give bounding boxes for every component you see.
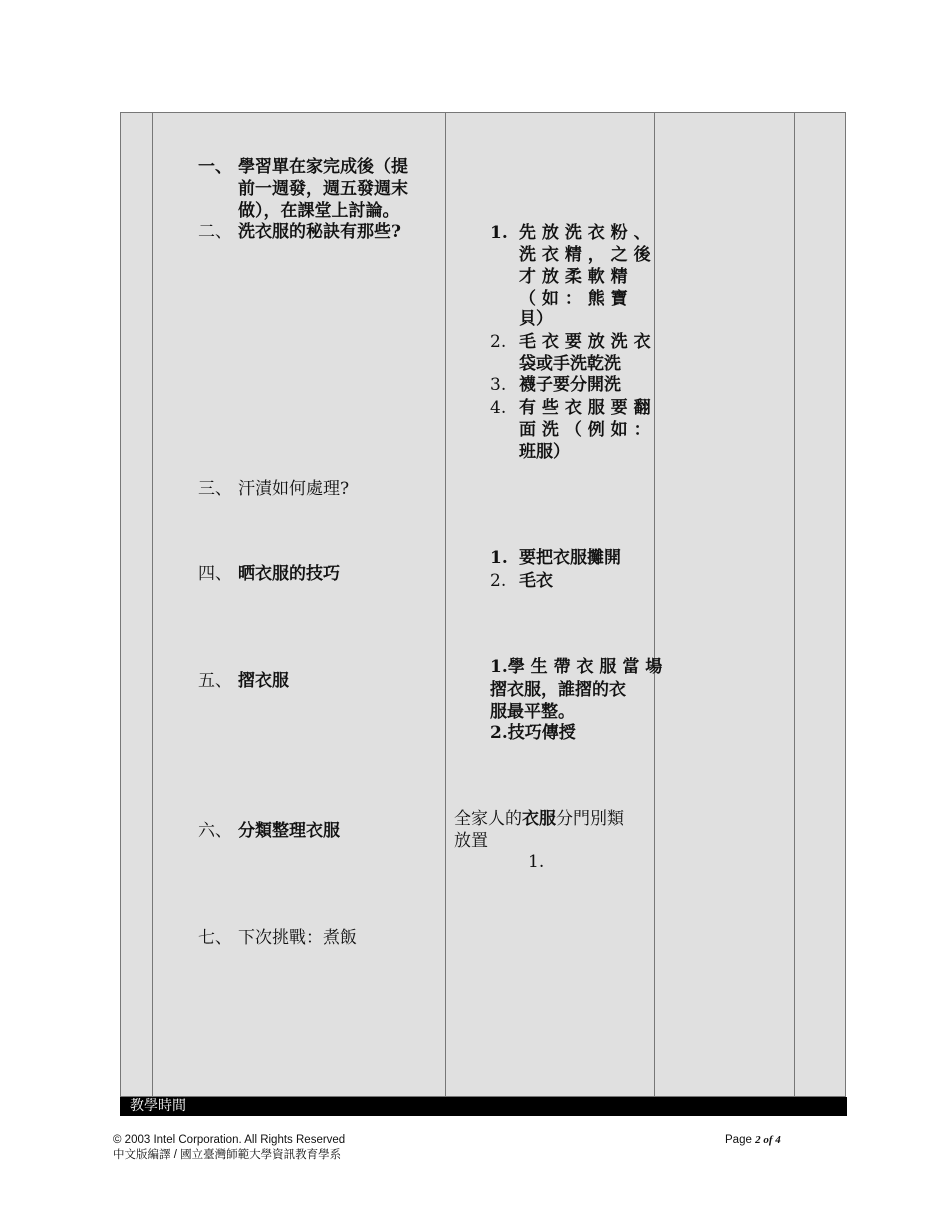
activity-text: 摺衣服: [238, 671, 289, 691]
tip-text: （ 如 ： 熊 寶: [519, 289, 628, 309]
tip-number: 1.: [490, 548, 508, 568]
lesson-table: [120, 112, 846, 1097]
copyright-text: © 2003 Intel Corporation. All Rights Reserved: [113, 1134, 346, 1146]
tip-text: 襪子要分開洗: [519, 375, 621, 395]
tip-text: 摺衣服，誰摺的衣: [490, 680, 626, 700]
tip-text: 有 些 衣 服 要 翻: [519, 398, 651, 418]
activity-number: 二、: [198, 222, 232, 242]
tip-text: 才 放 柔 軟 精: [519, 267, 628, 287]
tip-text: 毛 衣 要 放 洗 衣: [519, 332, 651, 352]
tip-text: 貝）: [519, 309, 553, 329]
sorting-number: 1.: [528, 852, 545, 872]
activity-number: 六、: [198, 821, 232, 841]
sorting-line: 全家人的衣服分門別類: [454, 809, 624, 829]
tip-text: 班服）: [519, 442, 570, 462]
tip-number: 2.: [490, 332, 507, 352]
tip-text: 1.學 生 帶 衣 服 當 場: [490, 657, 663, 677]
tip-text: 2.技巧傳授: [490, 723, 576, 743]
activity-text: 前一週發，週五發週末: [238, 179, 408, 199]
tip-number: 4.: [490, 398, 507, 418]
tip-text: 袋或手洗乾洗: [519, 354, 621, 374]
activity-text: 分類整理衣服: [238, 821, 340, 841]
tip-text: 服最平整。: [490, 702, 575, 722]
activity-text: 晒衣服的技巧: [238, 564, 340, 584]
tip-number: 1.: [490, 223, 508, 243]
tip-number: 2.: [490, 571, 507, 591]
translation-credit: 中文版編譯 / 國立臺灣師範大學資訊教育學系: [113, 1149, 342, 1161]
activity-number: 四、: [198, 564, 232, 584]
column-divider: [152, 113, 153, 1096]
activity-text: 學習單在家完成後（提: [238, 157, 408, 177]
tip-text: 要把衣服攤開: [519, 548, 621, 568]
activity-text: 做），在課堂上討論。: [238, 201, 400, 221]
activity-number: 三、: [198, 479, 232, 499]
activity-text: 洗衣服的秘訣有那些?: [238, 222, 401, 242]
column-divider: [654, 113, 655, 1096]
activity-number: 一、: [198, 157, 232, 177]
tip-text: 先 放 洗 衣 粉 、: [519, 223, 651, 243]
activity-number: 五、: [198, 671, 232, 691]
tip-number: 3.: [490, 375, 507, 395]
tip-text: 洗 衣 精 ， 之 後: [519, 245, 651, 265]
activity-number: 七、: [198, 928, 232, 948]
column-divider: [794, 113, 795, 1096]
activity-text: 下次挑戰：煮飯: [238, 928, 357, 948]
tip-text: 毛衣: [519, 571, 553, 591]
tip-text: 面 洗 （ 例 如 ：: [519, 420, 651, 440]
page-indicator: Page 2 of 4: [725, 1134, 781, 1146]
column-divider: [445, 113, 446, 1096]
sorting-line: 放置: [454, 831, 488, 851]
activity-text: 汗漬如何處理?: [238, 479, 350, 499]
teaching-time-bar: 教學時間: [120, 1097, 847, 1116]
